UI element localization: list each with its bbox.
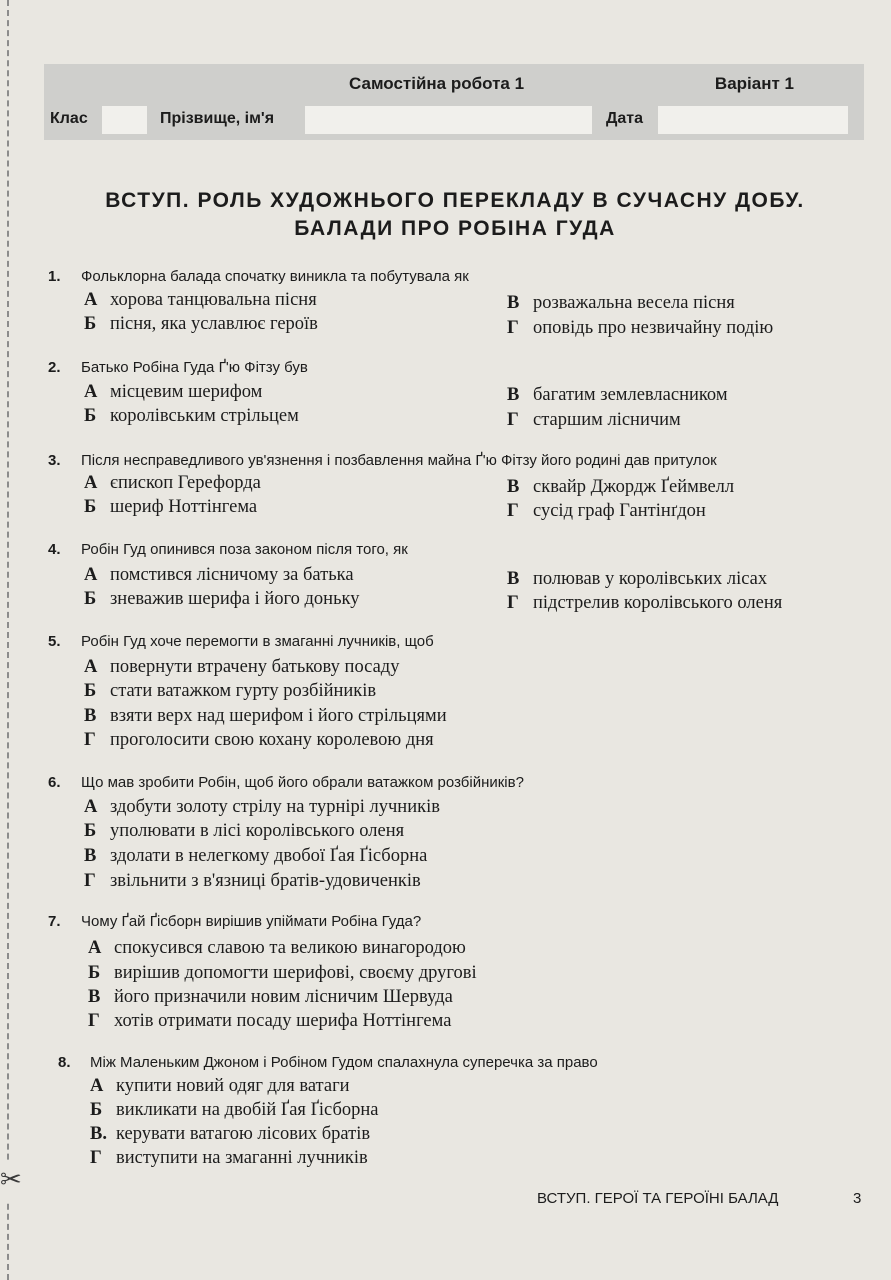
option-v[interactable]: В розважальна весела пісня (507, 293, 735, 313)
question-text: Після несправедливого ув'язнення і позбавлення майна Ґ'ю Фітзу його родині дав притулок (81, 452, 717, 469)
question-number: 7. (48, 913, 61, 930)
name-field[interactable] (305, 106, 592, 134)
option-a[interactable]: А помстився лісничому за батька (84, 565, 354, 585)
option-g[interactable]: Г проголосити свою кохану королевою дня (84, 730, 434, 750)
option-g[interactable]: Г виступити на змаганні лучників (90, 1148, 368, 1168)
option-v[interactable]: В багатим землевласником (507, 385, 728, 405)
question-number: 3. (48, 452, 61, 469)
option-b[interactable]: Б зневажив шерифа і його доньку (84, 589, 360, 609)
option-b[interactable]: Б стати ватажком гурту розбійників (84, 681, 377, 701)
cut-line (7, 0, 9, 1280)
option-a[interactable]: А здобути золоту стрілу на турнірі лучників (84, 797, 440, 817)
option-v[interactable]: В полював у королівських лісах (507, 569, 768, 589)
question-number: 6. (48, 774, 61, 791)
question-number: 1. (48, 268, 61, 285)
student-info-row (44, 104, 864, 136)
date-field[interactable] (658, 106, 848, 134)
question-text: Фольклорна балада спочатку виникла та побутувала як (81, 268, 469, 285)
section-title-line2: БАЛАДИ ПРО РОБІНА ГУДА (294, 217, 616, 240)
question-text: Батько Робіна Гуда Ґ'ю Фітзу був (81, 359, 308, 376)
option-v[interactable]: В. керувати ватагою лісових братів (90, 1124, 371, 1144)
option-b[interactable]: Б королівським стрільцем (84, 406, 299, 426)
question-number: 5. (48, 633, 61, 650)
option-b[interactable]: Б вирішив допомогти шерифові, своєму другові (88, 963, 477, 983)
question-number: 2. (48, 359, 61, 376)
option-a[interactable]: А купити новий одяг для ватаги (90, 1076, 350, 1096)
option-g[interactable]: Г підстрелив королівського оленя (507, 593, 783, 613)
option-a[interactable]: А місцевим шерифом (84, 382, 263, 402)
option-g[interactable]: Г звільнити з в'язниці братів-удовиченків (84, 871, 421, 891)
worksheet-header (44, 64, 864, 140)
worksheet-title: Самостійна робота 1 (349, 74, 525, 93)
class-field[interactable] (102, 106, 147, 134)
option-a[interactable]: А повернути втрачену батькову посаду (84, 657, 400, 677)
option-b[interactable]: Б викликати на двобій Ґая Ґісборна (90, 1100, 379, 1120)
option-g[interactable]: Г сусід граф Гантінґдон (507, 501, 706, 521)
date-label: Дата (606, 110, 644, 127)
option-v[interactable]: В здолати в нелегкому двобої Ґая Ґісборна (84, 846, 428, 866)
variant-label: Варіант 1 (714, 74, 794, 93)
option-b[interactable]: Б пісня, яка уславлює героїв (84, 314, 318, 334)
question-text: Між Маленьким Джоном і Робіном Гудом спалахнула суперечка за право (90, 1054, 598, 1071)
option-a[interactable]: А єпископ Герефорда (84, 473, 261, 493)
option-v[interactable]: В сквайр Джордж Ґеймвелл (507, 477, 735, 497)
question-text: Що мав зробити Робін, щоб його обрали ватажком розбійників? (81, 774, 524, 791)
option-g[interactable]: Г старшим лісничим (507, 410, 681, 430)
question-text: Робін Гуд опинився поза законом після того, як (81, 541, 408, 558)
option-b[interactable]: Б уполювати в лісі королівського оленя (84, 821, 405, 841)
option-b[interactable]: Б шериф Ноттінгема (84, 497, 258, 517)
question-number: 8. (58, 1054, 71, 1071)
footer-section-title: ВСТУП. ГЕРОЇ ТА ГЕРОЇНІ БАЛАД (537, 1190, 779, 1207)
section-title-line1: ВСТУП. РОЛЬ ХУДОЖНЬОГО ПЕРЕКЛАДУ В СУЧАСНУ ДОБУ. (105, 189, 805, 212)
option-g[interactable]: Г оповідь про незвичайну подію (507, 318, 774, 338)
option-g[interactable]: Г хотів отримати посаду шерифа Ноттінгема (88, 1011, 452, 1031)
option-v[interactable]: В взяти верх над шерифом і його стрільцями (84, 706, 447, 726)
option-v[interactable]: В його призначили новим лісничим Шервуда (88, 987, 453, 1007)
scissors-icon: ✂ (0, 1160, 18, 1200)
class-label: Клас (50, 110, 88, 127)
question-text: Чому Ґай Ґісборн вирішив упіймати Робіна Гуда? (81, 913, 422, 930)
option-a[interactable]: А хорова танцювальна пісня (84, 290, 317, 310)
question-number: 4. (48, 541, 61, 558)
page-number: 3 (853, 1190, 862, 1207)
option-a[interactable]: А спокусився славою та великою винагородою (88, 938, 466, 958)
name-label: Прізвище, ім'я (160, 110, 275, 127)
question-text: Робін Гуд хоче перемогти в змаганні лучників, щоб (81, 633, 434, 650)
